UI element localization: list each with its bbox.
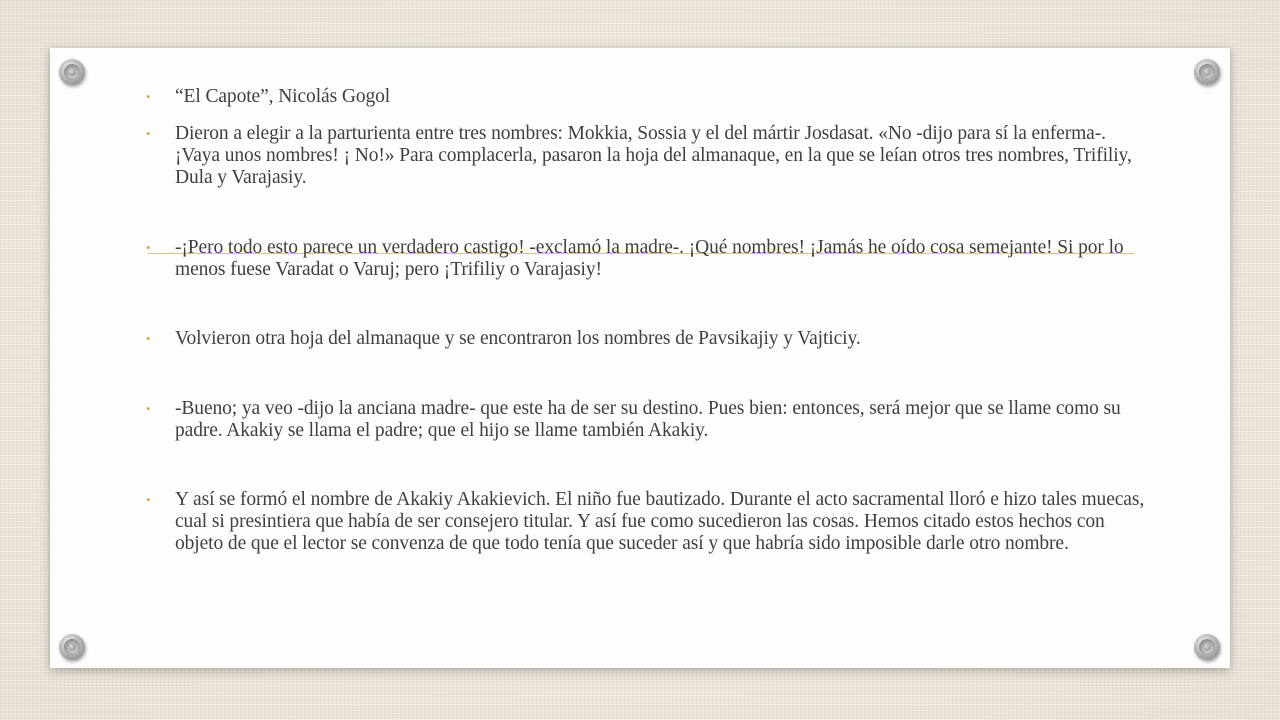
- list-item: [146, 489, 1146, 555]
- pushpin-icon: [1194, 59, 1220, 85]
- list-item: [146, 328, 1146, 350]
- bullet-dot-icon: •: [146, 240, 151, 255]
- bullet-text: Dieron a elegir a la parturienta entre tres nombres: Mokkia, Sossia y el del mártir Josdasat. «No -dijo para sí la enferma-. ¡Vaya unos nombres! ¡ No!» Para complacerla, pasaron la hoja del almanaque, en la que se leían otros tres nombres, Trifiliy, Dula y Varajasiy.: [175, 123, 1132, 188]
- bullet-text: Y así se formó el nombre de Akakiy Akakievich. El niño fue bautizado. Durante el acto sacramental lloró e hizo tales muecas, cual si presintiera que había de ser consejero titular. Y así fue como sucedieron las cosas. Hemos citado estos hechos con objeto de que el lector se convenza de que todo tenía que suceder así y que habría sido imposible darle otro nombre.: [175, 489, 1145, 554]
- list-item: [146, 86, 1146, 108]
- bullet-dot-icon: •: [146, 492, 151, 507]
- bullet-dot-icon: •: [146, 401, 151, 416]
- bullet-dot-icon: •: [146, 126, 151, 141]
- bullet-text: -¡Pero todo esto parece un verdadero castigo! -exclamó la madre-. ¡Qué nombres! ¡Jamás he oído cosa semejante! Si por lo menos fuese Varadat o Varuj; pero ¡Trifiliy o Varajasiy!: [175, 237, 1124, 280]
- bullet-dot-icon: •: [146, 331, 151, 346]
- bullet-text: Volvieron otra hoja del almanaque y se encontraron los nombres de Pavsikajiy y Vajticiy.: [175, 328, 861, 349]
- bullet-dot-icon: •: [146, 89, 151, 104]
- list-item: [146, 123, 1146, 189]
- pushpin-icon: [1194, 634, 1220, 660]
- list-item: [146, 237, 1146, 281]
- pushpin-icon: [59, 59, 85, 85]
- bullet-text: -Bueno; ya veo -dijo la anciana madre- que este ha de ser su destino. Pues bien: entonces, será mejor que se llame como su padre. Akakiy se llama el padre; que el hijo se llame también Akakiy.: [175, 398, 1121, 441]
- pushpin-icon: [59, 634, 85, 660]
- list-item: [146, 398, 1146, 442]
- bullet-text: “El Capote”, Nicolás Gogol: [175, 86, 391, 107]
